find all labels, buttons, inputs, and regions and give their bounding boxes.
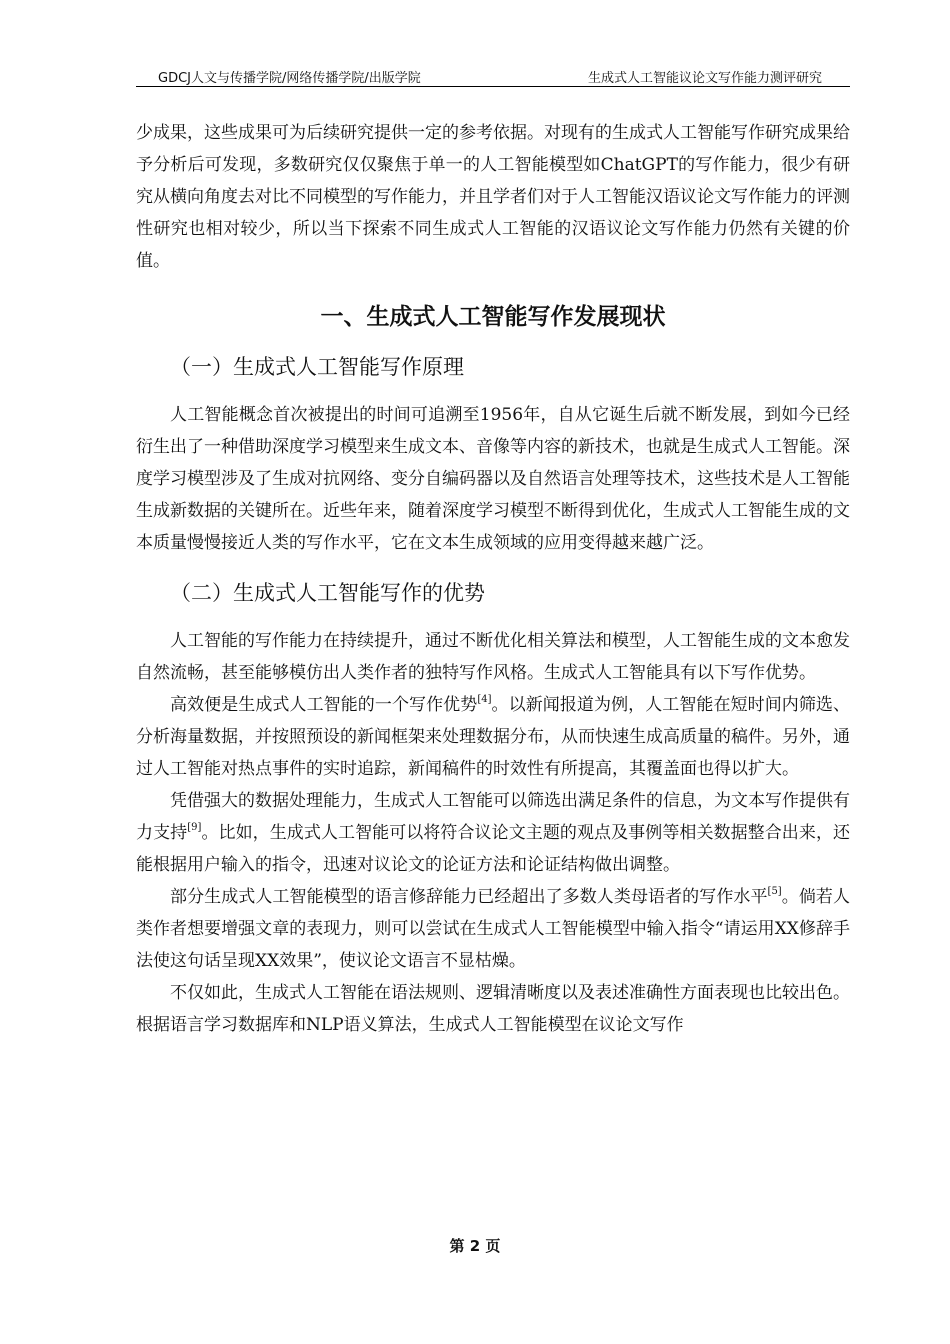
advantages-paragraph-4 bbox=[136, 881, 850, 977]
document-body bbox=[136, 117, 850, 1041]
page-number: 第 2 页 bbox=[449, 1237, 501, 1255]
paragraph-text: 高效便是生成式人工智能的一个写作优势 bbox=[170, 695, 478, 715]
advantages-paragraph-3 bbox=[136, 785, 850, 881]
citation-ref: [5] bbox=[767, 886, 782, 897]
advantages-paragraph-5: 不仅如此，生成式人工智能在语法规则、逻辑清晰度以及表述准确性方面表现也比较出色。根据语言学习数据库和NLP语义算法，生成式人工智能模型在议论文写作 bbox=[136, 983, 850, 1035]
paragraph-text: 凭借强大的数据处理能力，生成式人工智能可以筛选出满足条件的信息，为文本写作提供有力支持 bbox=[136, 791, 850, 843]
header-title: 生成式人工智能议论文写作能力测评研究 bbox=[587, 71, 822, 86]
header-institution: GDCJ人文与传播学院/网络传播学院/出版学院 bbox=[158, 71, 421, 86]
intro-paragraph: 少成果，这些成果可为后续研究提供一定的参考依据。对现有的生成式人工智能写作研究成果给予分析后可发现，多数研究仅仅聚焦于单一的人工智能模型如ChatGPT的写作能力，很少有研究从横向角度去对比不同模型的写作能力，并且学者们对于人工智能汉语议论文写作能力的评测性研究也相对较少，所以当下探索不同生成式人工智能的汉语议论文写作能力仍然有关键的价值。 bbox=[136, 123, 850, 271]
running-header bbox=[136, 64, 850, 87]
principle-paragraph: 人工智能概念首次被提出的时间可追溯至1956年，自从它诞生后就不断发展，到如今已经衍生出了一种借助深度学习模型来生成文本、音像等内容的新技术，也就是生成式人工智能。深度学习模型涉及了生成对抗网络、变分自编码器以及自然语言处理等技术，这些技术是人工智能生成新数据的关键所在。近些年来，随着深度学习模型不断得到优化，生成式人工智能生成的文本质量慢慢接近人类的写作水平，它在文本生成领域的应用变得越来越广泛。 bbox=[136, 405, 850, 553]
section-title: 一、生成式人工智能写作发展现状 bbox=[320, 304, 666, 330]
paragraph-text: 。比如，生成式人工智能可以将符合议论文主题的观点及事例等相关数据整合出来，还能根据用户输入的指令，迅速对议论文的论证方法和论证结构做出调整。 bbox=[136, 823, 851, 875]
subsection-title-advantages: （二）生成式人工智能写作的优势 bbox=[170, 581, 485, 605]
subsection-title-principle: （一）生成式人工智能写作原理 bbox=[170, 355, 464, 379]
paragraph-text: 部分生成式人工智能模型的语言修辞能力已经超出了多数人类母语者的写作水平 bbox=[170, 887, 768, 907]
citation-ref: [4] bbox=[477, 694, 492, 705]
advantages-paragraph-1: 人工智能的写作能力在持续提升，通过不断优化相关算法和模型，人工智能生成的文本愈发自然流畅，甚至能够模仿出人类作者的独特写作风格。生成式人工智能具有以下写作优势。 bbox=[136, 631, 850, 683]
advantages-paragraph-2 bbox=[136, 689, 850, 785]
citation-ref: [9] bbox=[187, 822, 202, 833]
paragraph-text: 。倘若人类作者想要增强文章的表现力，则可以尝试在生成式人工智能模型中输入指令“请运用XX修辞手法使这句话呈现XX效果”，使议论文语言不显枯燥。 bbox=[136, 887, 851, 971]
paragraph-text: 。以新闻报道为例，人工智能在短时间内筛选、分析海量数据，并按照预设的新闻框架来处理数据分布，从而快速生成高质量的稿件。另外，通过人工智能对热点事件的实时追踪，新闻稿件的时效性有所提高，其覆盖面也得以扩大。 bbox=[136, 695, 851, 779]
